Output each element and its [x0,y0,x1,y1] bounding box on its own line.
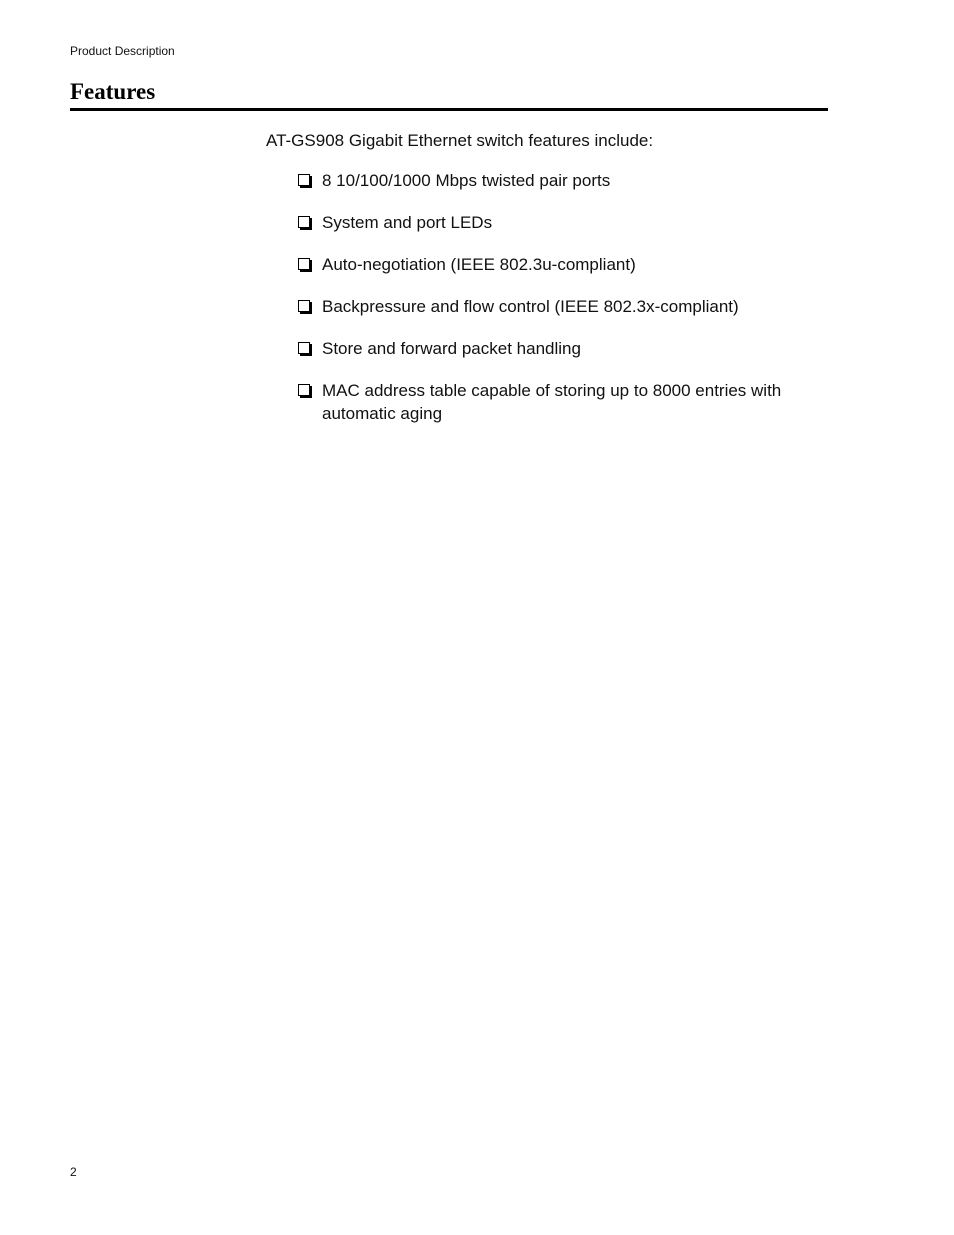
feature-list [298,169,818,444]
feature-text: Store and forward packet handling [322,339,581,358]
list-item [298,379,818,425]
intro-text: AT-GS908 Gigabit Ethernet switch features include: [266,131,654,150]
checkbox-square-icon [298,174,310,186]
list-item [298,337,818,360]
title-rule [70,108,828,111]
feature-text: System and port LEDs [322,213,493,232]
checkbox-square-icon [298,342,310,354]
list-item [298,169,818,192]
section-title: Features [70,79,156,104]
feature-text: Backpressure and flow control (IEEE 802.3x-compliant) [322,297,739,316]
running-header: Product Description [70,44,175,58]
feature-text: MAC address table capable of storing up to 8000 entries with automatic aging [322,381,782,423]
list-item [298,253,818,276]
list-item [298,295,818,318]
checkbox-square-icon [298,216,310,228]
feature-text: Auto-negotiation (IEEE 802.3u-compliant) [322,255,636,274]
checkbox-square-icon [298,384,310,396]
checkbox-square-icon [298,300,310,312]
checkbox-square-icon [298,258,310,270]
list-item [298,211,818,234]
page-number: 2 [70,1165,77,1179]
feature-text: 8 10/100/1000 Mbps twisted pair ports [322,171,611,190]
